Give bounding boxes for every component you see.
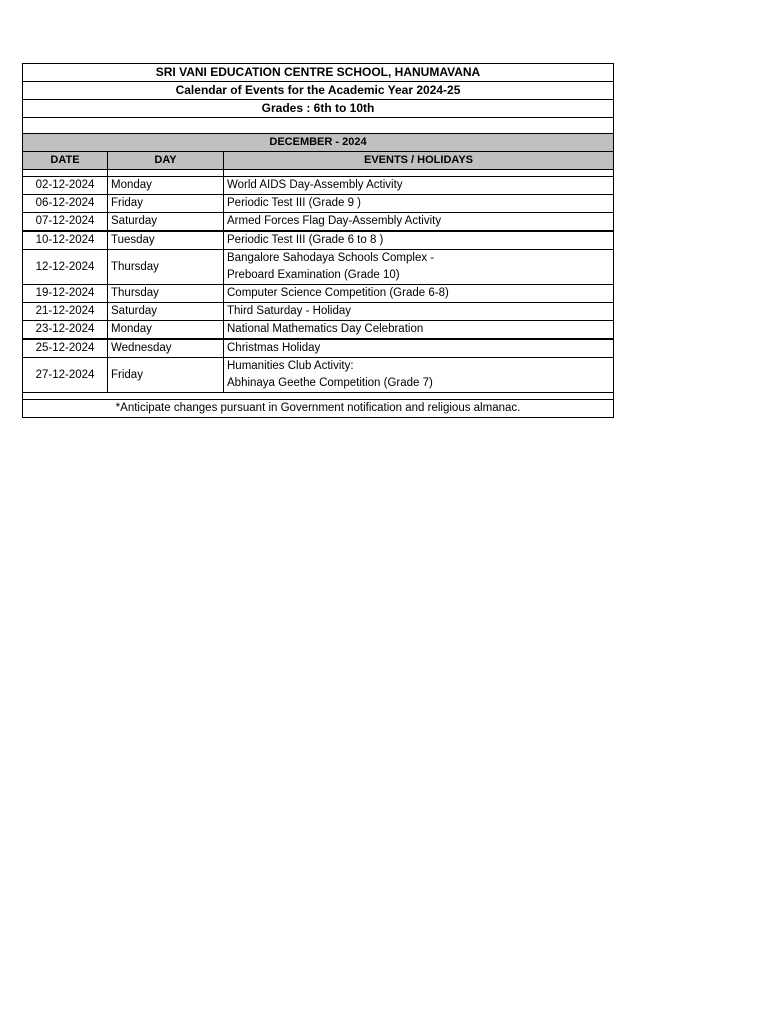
- row-day: Thursday: [108, 285, 224, 303]
- row-event: Periodic Test III (Grade 9 ): [224, 195, 614, 213]
- footnote: *Anticipate changes pursuant in Government notification and religious almanac.: [23, 400, 614, 418]
- table-row: [23, 177, 614, 195]
- table-row: [23, 250, 614, 285]
- row-date: 07-12-2024: [23, 213, 108, 232]
- row-day: Saturday: [108, 213, 224, 232]
- row-event: Computer Science Competition (Grade 6-8): [224, 285, 614, 303]
- table-row: [23, 285, 614, 303]
- row-event: Armed Forces Flag Day-Assembly Activity: [224, 213, 614, 232]
- row-day: Monday: [108, 177, 224, 195]
- grades-label: Grades : 6th to 10th: [23, 100, 614, 118]
- row-date: 10-12-2024: [23, 231, 108, 250]
- row-day: Tuesday: [108, 231, 224, 250]
- row-event: [224, 250, 614, 285]
- footnote-row: [23, 400, 614, 418]
- row-event-line-2: Abhinaya Geethe Competition (Grade 7): [227, 377, 433, 389]
- column-header-events: EVENTS / HOLIDAYS: [224, 152, 614, 170]
- month-label: DECEMBER - 2024: [23, 134, 614, 152]
- month-row: [23, 134, 614, 152]
- column-header-date: DATE: [23, 152, 108, 170]
- school-name-row: [23, 64, 614, 82]
- calendar-title: Calendar of Events for the Academic Year 2024-25: [23, 82, 614, 100]
- row-event: Christmas Holiday: [224, 339, 614, 358]
- row-date: 06-12-2024: [23, 195, 108, 213]
- table-row: [23, 303, 614, 321]
- table-row: [23, 213, 614, 232]
- spacer-row: [23, 393, 614, 400]
- grades-row: [23, 100, 614, 118]
- row-event-line-1: Humanities Club Activity:: [227, 360, 354, 372]
- row-date: 21-12-2024: [23, 303, 108, 321]
- row-day: Friday: [108, 195, 224, 213]
- row-date: 23-12-2024: [23, 321, 108, 340]
- calendar-title-row: [23, 82, 614, 100]
- events-table: [22, 63, 614, 418]
- row-date: 02-12-2024: [23, 177, 108, 195]
- row-event-line-2: Preboard Examination (Grade 10): [227, 269, 400, 281]
- row-event: Periodic Test III (Grade 6 to 8 ): [224, 231, 614, 250]
- table-row: [23, 339, 614, 358]
- row-date: 19-12-2024: [23, 285, 108, 303]
- row-date: 25-12-2024: [23, 339, 108, 358]
- row-day: Friday: [108, 358, 224, 393]
- row-event: [224, 358, 614, 393]
- row-day: Saturday: [108, 303, 224, 321]
- row-date: 12-12-2024: [23, 250, 108, 285]
- column-header-row: [23, 152, 614, 170]
- row-event: Third Saturday - Holiday: [224, 303, 614, 321]
- table-row: [23, 231, 614, 250]
- row-event: National Mathematics Day Celebration: [224, 321, 614, 340]
- table-row: [23, 321, 614, 340]
- row-day: Wednesday: [108, 339, 224, 358]
- calendar-sheet: [22, 63, 613, 418]
- column-header-day: DAY: [108, 152, 224, 170]
- row-day: Monday: [108, 321, 224, 340]
- spacer-row: [23, 170, 614, 177]
- table-row: [23, 358, 614, 393]
- row-event: World AIDS Day-Assembly Activity: [224, 177, 614, 195]
- school-name: SRI VANI EDUCATION CENTRE SCHOOL, HANUMAVANA: [23, 64, 614, 82]
- row-date: 27-12-2024: [23, 358, 108, 393]
- table-row: [23, 195, 614, 213]
- row-event-line-1: Bangalore Sahodaya Schools Complex -: [227, 252, 435, 264]
- blank-row: [23, 118, 614, 134]
- row-day: Thursday: [108, 250, 224, 285]
